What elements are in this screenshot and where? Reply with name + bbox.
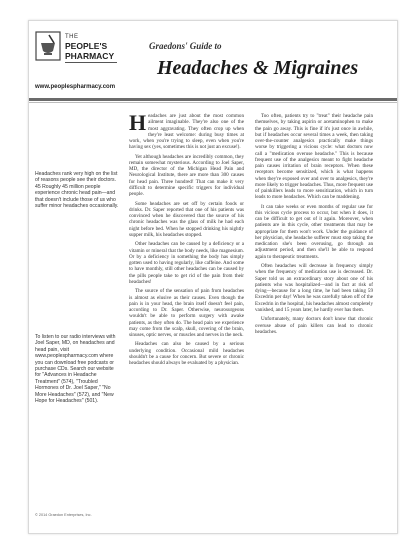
- paragraph: It can take weeks or even months of regular use for this vicious cycle process to occur, but when it does, it can be difficult to get out of it again. Moreover, when patients are in this cycle, other treatments that may be appropriate for them won't work. Under the guidance of her physician, she headache sufferer must stop taking the medication she's been overusing, go through an adjustment period, and then she'll be able to respond again to therapeutic treatments.: [255, 203, 373, 260]
- paragraph: The source of the sensation of pain from headaches is almost as elusive as their causes. Even though the pain is in your head, the brain itself doesn't feel pain, according to Dr. Saper. Otherwise, neurosurgeons wouldn't be able to perform surgery with awake patients, as they often do. The head pain we experience may come from the scalp, skull, covering of the brain, sinuses, optic nerves, or muscles and nerves in the neck.: [129, 288, 244, 338]
- paragraph: Other headaches can be caused by a deficiency or a vitamin or mineral that the body needs, like magnesium. Or by a deficiency in something the body has simply gotten used to having regularly, like caffeine. And some to have monthly, still other headaches can be caused by the pills people take to get rid of the pain from their headaches!: [129, 241, 244, 285]
- logo-peoples: PEOPLE'S: [65, 41, 108, 51]
- paragraph: Headaches are just about the most common ailment imaginable. They're also one of the most aggravating. They often crop up when they're least welcome: during busy times at work, when you're trying to sleep, even when you're having sex (yes, sometimes this is not just an excuse!).: [129, 110, 244, 151]
- article-column-1: [129, 110, 244, 370]
- header-divider: [29, 98, 397, 101]
- guide-subtitle: Graedons' Guide to: [149, 41, 222, 51]
- logo-pharmacy: PHARMACY: [65, 51, 115, 61]
- paragraph: Some headaches are set off by certain foods or drinks. Dr. Saper reported that one of his patients was convinced when he discovered that the source of his chronic headaches was the glass of milk he had each night before bed. When he stopped drinking his nightly supper milk, his headaches stopped.: [129, 200, 244, 238]
- paragraph: Too often, patients try to "treat" their headache pain themselves, by taking aspirin or acetaminophen to make the pain go away. This is fine if it's just once in awhile, but if headaches occur several times a week, then taking over-the-counter analgesics practically make things worse by triggering a vicious cycle: what doctors now call a "medication overuse headache." This is because frequent use of the analgesics meant to fight headache pain causes irritation of brain receptors. When these receptors become sensitized, which is what happens when they're exposed over and over to analgesics, they're more likely to trigger headaches. Thus, more frequent use of painkillers leads to more sensitization, which in turn leads to more headaches. Which can be maddening.: [255, 113, 373, 201]
- paragraph: Often headaches will decrease in frequency simply when the frequency of medication use is decreased. Dr. Saper told us an extraordinary story about one of his patients who was hospitalized—and in fact at risk of dying—because for a long time, he had been taking 59 Excedrin per day! When he was carefully taken off of the Excedrin in the hospital, his headaches almost completely vanished, and 15 years later, he hardly ever has them.: [255, 263, 373, 313]
- logo-the: THE: [65, 34, 79, 40]
- peoples-pharmacy-logo: [35, 31, 119, 71]
- sidebar-radio-note: To listen to our radio interviews with Joel Saper, MD, on headaches and head pain, visit www.peoplespharmacy.com where you can download free podcasts or purchase CDs. Search our website for "Advances in Headache Treatment" (574), "Troubled Hormones of Dr. Joel Saper," "No More Headaches" (572), and "New Hope for Headaches" (501).: [35, 334, 116, 405]
- sidebar-intro: Headaches rank very high on the list of reasons people see their doctors. 45 Roughly 45 million people experience chronic head pain—and that doesn't include those of us who suffer minor headaches occasionally.: [35, 171, 119, 210]
- paragraph: Headaches can also be caused by a serious underlying condition. Occasional mild headaches shouldn't be a cause for concern. But severe or chronic headaches should always be evaluated by a physician.: [129, 341, 244, 367]
- header-divider-thin: [29, 102, 397, 103]
- logo-rule: [65, 62, 117, 63]
- website-url[interactable]: www.peoplespharmacy.com: [35, 84, 116, 90]
- copyright-notice: © 2014 Graedon Enterprises, Inc.: [35, 513, 92, 517]
- paragraph: Unfortunately, many doctors don't know that chronic overuse abuse of pain killers can lead to chronic headaches.: [255, 316, 373, 335]
- article-column-2: [255, 113, 373, 338]
- guide-page: [28, 20, 398, 534]
- mortar-pestle-icon: [35, 31, 61, 61]
- paragraph: Yet although headaches are incredibly common, they remain somewhat mysterious. According to Joel Saper, MD, the director of the Michigan Head Pain and Neurological Institute, there are more than 300 causes for head pain. Three hundred! That can make it very difficult to determine specific triggers for individual people.: [129, 153, 244, 198]
- page-title: Headaches & Migraines: [157, 57, 359, 79]
- drop-cap: H: [129, 110, 147, 135]
